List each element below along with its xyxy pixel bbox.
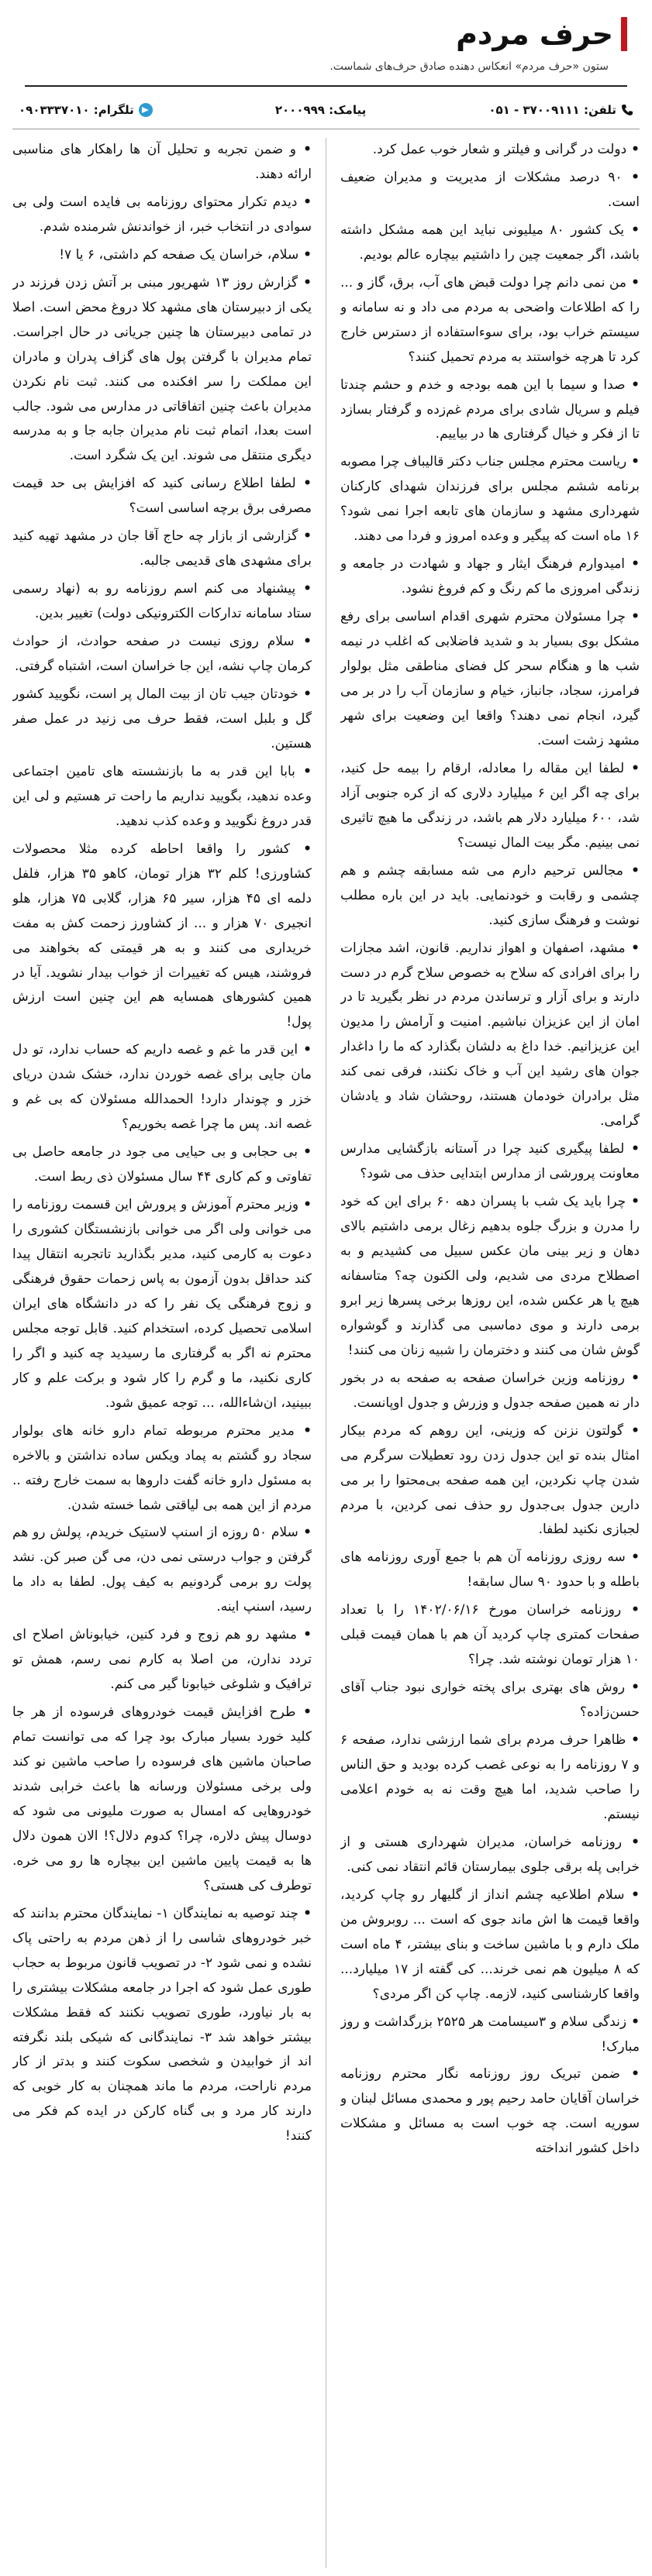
reader-comment: • زندگی سلام و ۳سیسامت هر ۲۵۲۵ بزرگداشت و روز مبارک! xyxy=(340,2010,640,2060)
reader-comment: • من نمی دانم چرا دولت قبض های آب، برق، گاز و ... را که اطلاعات واضحی به مردم می داد و نه سامانه و سیستم خراب بود، برای سوءاستفاده از دسترس خارج کرد تا هرچه خواستند به مردم تحمیل کنند؟ xyxy=(340,271,640,370)
reader-comment: • سه روزی روزنامه آن هم با جمع آوری روزنامه های باطله و با حدود ۹۰ سال سابقه! xyxy=(340,1546,640,1595)
reader-comment: • وزیر محترم آموزش و پرورش این قسمت روزنامه را می خوانی ولی اگر می خوانی بازنشستگان کشوری را دعوت به کارمی کنید، مدیر بگذارید تاتجربه انتقال پیدا کند حداقل بدون آزمون به پاس زحمات حقوق فرهنگی و زوج فرهنگی یک نفر را که در دانشگاه های ایران اسلامی تحصیل کرده، استخدام کنید. قابل توجه مجلس محترم نه اگر به گرفتاری ما رسیدید چه کنید و اگر را کاری نکنید، ما و گرم را کار شود و برکت علم و کار ببینید، ان‌شاءالله، ... توجه عمیق شود. xyxy=(12,1193,312,1416)
reader-comment: • سلام اطلاعیه چشم انداز از گلیهار رو چاپ کردید، واقعا قیمت ها اش ماند جوی که است ... روبروش من ملک دارم و با ماشین ساخت و بنای بیشتر، ۴ ماه است که ۸ میلیون هم نمی خرند... کی گفته از ۱۷ میلیارد... واقعا کارشناسی کنید، لازمه. چاپ کن اگر مردی؟ xyxy=(340,1883,640,2007)
reader-comment: • بابا این قدر به ما بازنشسته های تامین اجتماعی وعده ندهید، بگویید نداریم ما راحت تر هستیم و لی این قدر دروغ نگویید و وعده کذب ندهید. xyxy=(12,760,312,834)
reader-comment: • سلام ۵۰ روزه از اسنپ لاستیک خریدم، پولش رو هم گرفتن و جواب درستی نمی دن، می گن صبر کن. نشد پولت رو برمی‌ گردونیم به کیف پول. لطفا به داد ما رسید، اسنپ اینه. xyxy=(12,1521,312,1620)
reader-comment: • ظاهرا حرف مردم برای شما ارزشی ندارد، صفحه ۶ و ۷ روزنامه را به نوعی غصب کرده بودید و حق الناس را صاحب شدید، اما هیچ وقت نه به خودم اعلامی نیستم. xyxy=(340,1728,640,1828)
header-rule xyxy=(25,85,627,87)
reader-comment: • دیدم تکرار محتوای روزنامه بی فایده است ولی بی سوادی در انتخاب خبر، از خواندنش شرمنده شدم. xyxy=(12,191,312,240)
reader-comment: • امیدوارم فرهنگ ایثار و جهاد و شهادت در جامعه و زندگی امروزی ما کم رنگ و کم فروغ نشود. xyxy=(340,552,640,602)
reader-comment: • لطفا اطلاع رسانی کنید که افزایش بی حد قیمت مصرفی برق برچه اساسی است؟ xyxy=(12,472,312,521)
sms-number: پیامک: ۲۰۰۰۹۹۹ xyxy=(274,103,367,117)
title-accent-bar xyxy=(621,17,627,51)
reader-comment: • چند توصیه به نمایندگان ۱- نمایندگان محترم بدانند که خبر خودروهای شاسی را از ذهن مردم به راحتی پاک نشده و نمی شود ۲- در تصویب قانون مربوط به حجاب طوری عمل شود که اجرا در جامعه مشکلات بیشتری را به بار نیاورد، طوری تصویب نکنند که فقط مشکلات بیشتر خواهد شد ۳- نمایندگانی که شیکی بلند نگرفته اند از خوابیدن و شخصی سکوت کنند و بدتر از کار مردم ناراحت، مردم ما ماند همچنان به کار خوبی که دارند کار مرد و بی گناه کارکن در ایده کم فکر می کنند! xyxy=(12,1902,312,2150)
reader-comment: • روش های بهتری برای پخته خواری نبود جناب آقای حسن‌زاده؟ xyxy=(340,1676,640,1725)
reader-comment: • لطفا پیگیری کنید چرا در آستانه بازگشایی مدارس معاونت پرورشی از مدارس ابتدایی حذف می شود؟ xyxy=(340,1137,640,1187)
left-column xyxy=(12,138,312,2568)
section-subtitle: ستون «حرف مردم» انعکاس دهنده صادق حرف‌های شماست. xyxy=(329,60,609,73)
telegram-contact xyxy=(19,103,153,117)
section-header xyxy=(12,0,640,91)
reader-comment: • بی حجابی و بی حیایی می‌ جود در جامعه حاصل بی تفاوتی و کم کاری ۴۴ سال مسئولان ذی ربط است. xyxy=(12,1140,312,1190)
reader-comment: • و ضمن تجربه و تحلیل آن ها راهکار های مناسبی ارائه دهند. xyxy=(12,138,312,187)
reader-comment: • این قدر ما غم و غصه داریم که حساب ندارد، تو دل مان جایی برای غصه خوردن ندارد، خشک شدن دریای خزر و چوندار دارد! الحمدالله مسئولان که بی غم و غصه اند. پس ما چرا غصه بخوریم؟ xyxy=(12,1038,312,1137)
reader-comment: • مشهد رو هم زوج و فرد کنین، خیابوناش اصلاح ای تردد ندارن، من اصلا به کارم نمی رسم، همش تو ترافیک و شلوغی خیابونا گیر می کنم. xyxy=(12,1623,312,1697)
reader-comment: • گولتون نزنن که وزینی، این روهم که مردم بیکار امثال بنده تو این جدول زدن رود تعطیلات سرگرم می شدن چاپ نکردین، این همه صفحه بی‌محتوا را بر می دارین جدول بی‌جدول رو حذف نمی کردین، با مردم لجبازی نکنید لطفا. xyxy=(340,1419,640,1543)
phone-contact xyxy=(488,103,633,117)
sms-contact xyxy=(275,103,366,117)
reader-comment: • روزنامه خراسان مورخ ۱۴۰۲/۰۶/۱۶ را با تعداد صفحات کمتری چاپ کردید آن هم با همان قیمت قبلی ۱۰ هزار تومان نوشته شد. چرا؟ xyxy=(340,1598,640,1673)
reader-comment: • مجالس ترحیم دارم می شه مسابقه چشم و هم چشمی و رقابت و خودنمایی. باید در این باره مطلب نوشت و فرهنگ سازی کنید. xyxy=(340,859,640,934)
columns xyxy=(12,138,640,2568)
phone-icon xyxy=(621,104,633,116)
reader-comment: • روزنامه وزین خراسان صفحه به صفحه به در بخور دار نه همین صفحه جدول و وزرش و جدول اوپانست. xyxy=(340,1367,640,1416)
reader-comment: • صدا و سیما با این همه بودجه و خدم و حشم چندتا فیلم و سریال شادی برای مردم غم‌زده و گرفتار بسازد تا از فکر و خیال گرفتاری ها در بیاییم. xyxy=(340,373,640,448)
right-column xyxy=(340,138,640,2568)
reader-comment: • ضمن تبریک روز روزنامه نگار محترم روزنامه خراسان آقایان حامد رحیم پور و محمدی مسائل لبنان و سوریه است. چه خوب است به مسائل و مشکلات داخل کشور انداخته xyxy=(340,2062,640,2162)
reader-comment: • ریاست محترم مجلس جناب دکتر قالیباف چرا مصوبه برنامه ششم مجلس برای فرزندان شهدای کارکنان شهرداری مشهد و سازمان های تابعه اجرا نمی شود؟ ۱۶ ماه است که پیگیر و وعده امروز و فردا می دهند. xyxy=(340,450,640,549)
contact-bar xyxy=(12,91,640,129)
reader-comment: • مدیر محترم مربوطه تمام دارو خانه های بولوار سجاد رو گشتم به پماد ویکس ساده نداشتن و بالاخره به مسئول دارو خانه گفت داروها به سمت خارج رفته .. مردم از این همه بی لیاقتی شما خسته شدن. xyxy=(12,1419,312,1518)
phone-number: تلفن: ۳۷۰۰۹۱۱۱ - ۰۵۱ xyxy=(488,103,616,117)
section-title-box xyxy=(456,17,627,51)
telegram-icon xyxy=(139,103,153,117)
reader-comment: • گزارش روز ۱۳ شهریور مبنی بر آتش زدن فرزند در یکی از دبیرستان های مشهد کلا دروغ محض است. اصلا در تمامی دبیرستان ها چنین جریانی در حال اجراست. تمام مدیران با گرفتن پول های گزاف پدران و مادران این مملکت را سر افکنده می کنند. ثبت نام نکردن مدیران باعث چنین اتفاقاتی در مدارس می شود. جالب است بعدا، اتمام ثبت نام مدیران جابه جا و به مدرسه دیگری منتقل می شوند. این یک شگرد است. xyxy=(12,271,312,469)
reader-comment: • روزنامه خراسان، مدیران شهرداری هستی و از خرابی پله برقی جلوی بیمارستان قائم انتقاد نمی کنی. xyxy=(340,1831,640,1880)
telegram-number: تلگرام: ۰۹۰۳۳۳۷۰۱۰ xyxy=(19,103,134,117)
reader-comment: • خودتان جیب تان از بیت المال پر است، نگویید کشور گل و بلبل است، فقط حرف می زنید در عمل صفر هستین. xyxy=(12,683,312,757)
reader-comment: • سلام روزی نیست در صفحه حوادث، از حوادث کرمان چاپ نشه، این جا خراسان است، اشتباه گرفتی. xyxy=(12,630,312,679)
reader-comment: • لطفا این مقاله را معادله، ارقام را بیمه حل کنید، برای چه اگر این ۶ میلیارد دلاری که از کره جنوبی آزاد شد، ۶۰۰ میلیارد دلار هم باشد، در زندگی ما هیچ تاثیری نمی بینیم. مگر بیت المال نیست؟ xyxy=(340,757,640,856)
reader-comment: • طرح افزایش قیمت خودروهای فرسوده از هر جا کلید خورد بسیار مبارک بود چرا که می توانست تمام صاحبان ماشین های فرسوده را صاحب ماشین نو کند ولی برخی مسئولان ورسانه ها باعث خرابی شدند خودروهایی که امسال به صورت ملیونی می شود که دوسال پیش دلاره، چرا؟ کدوم دلال؟! الان همون دلال ها به قیمت پایین ماشین این بیچاره ها رو می خره. توطرف کی هستی؟ xyxy=(12,1701,312,1899)
reader-comment: • مشهد، اصفهان و اهواز نداریم. قانون، اشد مجازات را برای افرادی که سلاح به خصوص سلاح گرم در دست دارند و برای آزار و ترساندن مردم در نظر بگیرید تا در امان از این عزیزان نباشیم. امنیت و آرامش را مدیون این عزیزانیم. خدا داغ به دلشان بگذارد که ما را داغدار جوان های رشید این آب و خاک نکنند، فرقی نمی کند مثل برادران خودمان هستند، روحشان شاد و یادشان گرامی. xyxy=(340,937,640,1135)
reader-comment: • چرا باید یک شب با پسران دهه ۶۰ برای این که خود را مدرن و بزرگ جلوه بدهیم زغال برمی داشتیم بالای دهان و زیر بینی مان عکس سبیل می کشیدیم و به اصطلاح مردی می شدیم، ولی الکنون چه؟ متاسفانه هیچ یا هر عکس شده، این روزها برخی پسرها زیر ابرو برمی دارند و موی دماسبی می گذارند و گوشواره گوش شان می کنند و دخترمان را شبیه زنان می کنند! xyxy=(340,1190,640,1364)
reader-comment: • دولت در گرانی و فیلتر و شعار خوب عمل کرد. xyxy=(340,138,640,163)
reader-comment: • کشور را واقعا احاطه کرده مثلا محصولات کشاورزی! کلم ۳۲ هزار تومان، کاهو ۳۵ هزار، فلفل دلمه ای ۴۵ هزار، سیر ۶۵ هزار، گلابی ۷۵ هزار، هلو انجیری ۷۰ هزار و ... از کشاورز زحمت کش به مفت خریداری می کنند و به هر قیمتی که بخواهند می فروشند، هیس که تغییرات از خواب بیدار نشوید. آیا در همین کشورهای همسایه هم این چنین است ارزش پول! xyxy=(12,837,312,1036)
reader-comment: • چرا مسئولان محترم شهری اقدام اساسی برای رفع مشکل بوی بسیار بد و شدید فاضلابی که اغلب در نیمه شب ها و هنگام سحر کل فضای مناطقی مثل بولوار فرامرز، سجاد، جانباز، خیام و سازمان آب را در بر می گیرد، انجام نمی دهند؟ واقعا این وضعیت برای شهر مشهد زشت است. xyxy=(340,605,640,754)
reader-comment: • یک کشور ۸۰ میلیونی نباید این همه مشکل داشته باشد، اگر جمعیت چین را داشتیم بیچاره عالم بودیم. xyxy=(340,218,640,268)
reader-comment: • سلام، خراسان یک صفحه کم داشتی، ۶ یا ۷! xyxy=(12,243,312,268)
reader-comment: • پیشنهاد می کنم اسم روزنامه رو به (نهاد رسمی ستاد سامانه تدارکات الکترونیکی دولت) تغییر بدین. xyxy=(12,577,312,627)
reader-comment: • گزارشی از بازار چه حاج آقا جان در مشهد تهیه کنید برای مشهدی های قدیمی جالبه. xyxy=(12,524,312,574)
reader-comment: • ۹۰ درصد مشکلات از مدیریت و مدیران ضعیف است. xyxy=(340,166,640,215)
section-title: حرف مردم xyxy=(456,17,613,51)
